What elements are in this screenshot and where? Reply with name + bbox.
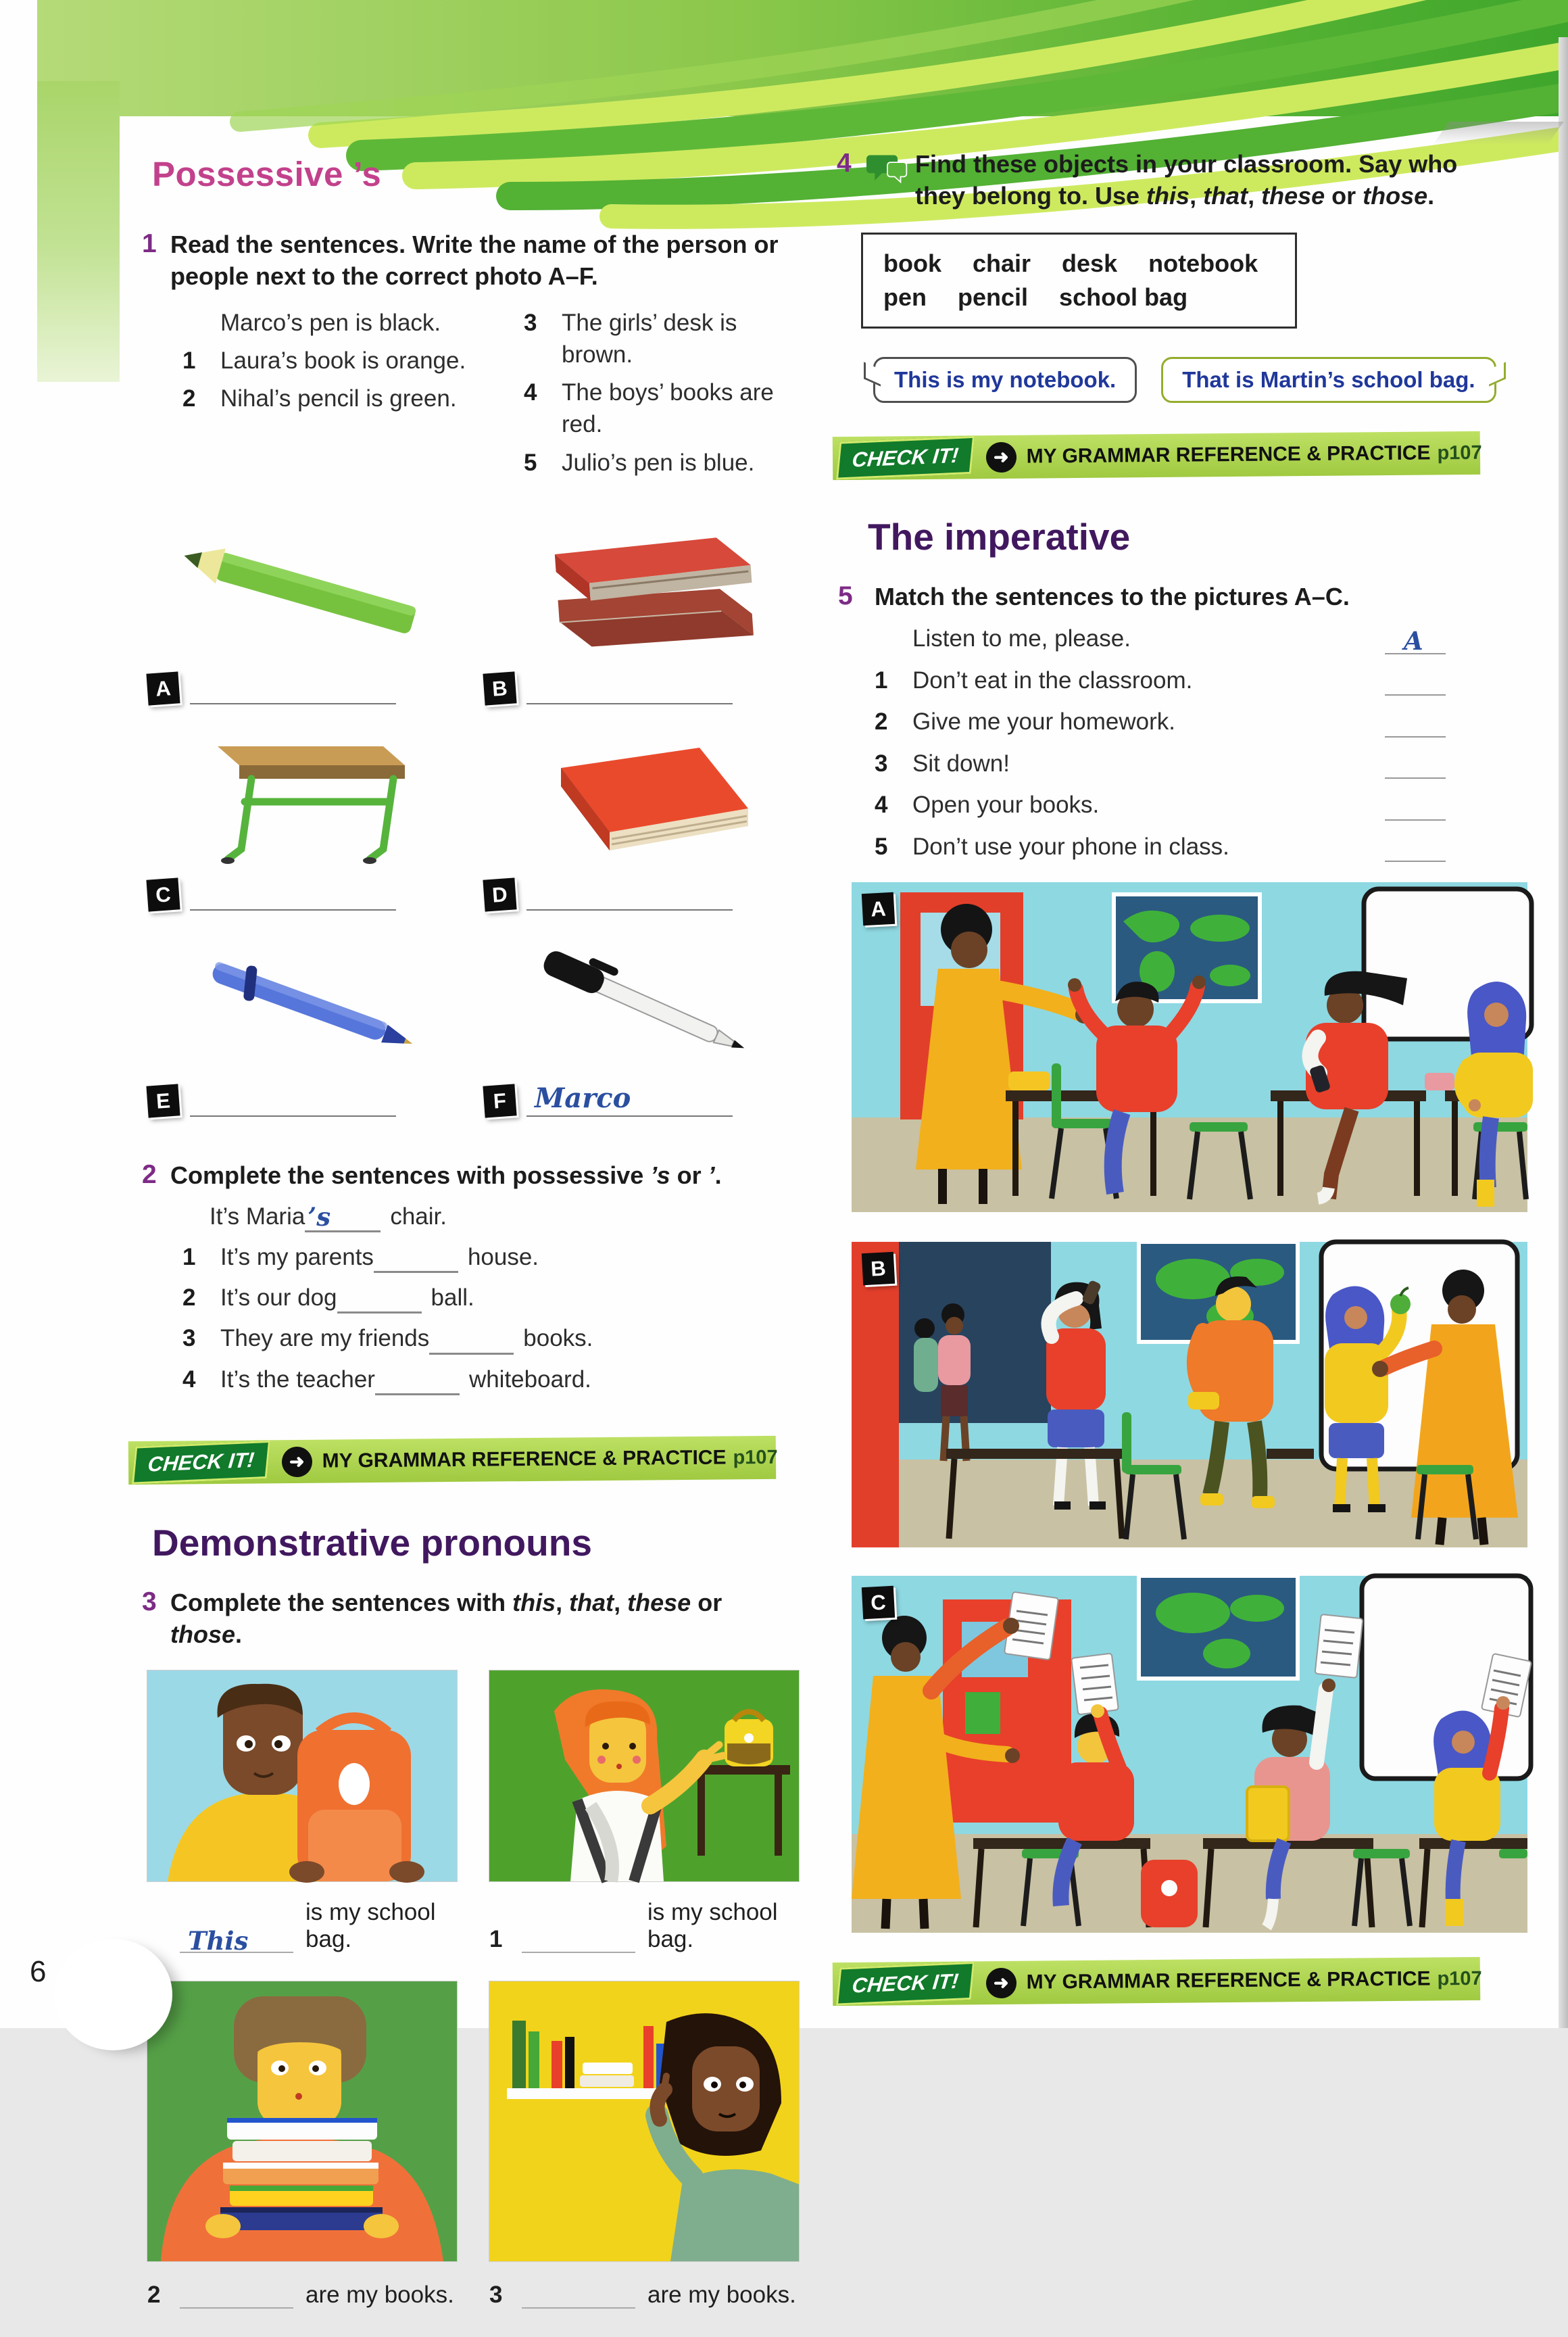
photo-cell-c — [147, 708, 466, 915]
exercise-1-photo-grid — [147, 502, 803, 1121]
caption-number: 2 — [147, 2282, 161, 2309]
example-sentence: Marco’s pen is black. — [220, 309, 441, 336]
item-number: 4 — [182, 1366, 196, 1393]
check-it-badge: CHECK IT! — [836, 435, 975, 479]
item-number: 2 — [875, 708, 888, 736]
exercise-number: 3 — [142, 1587, 157, 1616]
caption-number: 1 — [489, 1926, 503, 1953]
caption-3 — [489, 2279, 799, 2309]
answer-blank[interactable] — [1385, 666, 1446, 696]
item-post: house. — [467, 1243, 539, 1270]
exercise-3-header — [128, 1587, 818, 1651]
answer-blank[interactable] — [1385, 749, 1446, 779]
check-it-banner — [833, 431, 1481, 479]
exercise-4-instruction: Find these objects in your classroom. Say who they belong to. Use this, that, these or those. — [915, 150, 1458, 210]
exercise-2-header — [128, 1160, 818, 1192]
answer-blank[interactable] — [1385, 832, 1446, 862]
page-edge-shadow — [1559, 37, 1568, 2028]
exercise-1-sentences — [182, 301, 818, 485]
blue-pen-photo — [147, 925, 466, 1082]
item-row — [875, 706, 1446, 738]
photo-cell-a — [147, 502, 466, 708]
grammar-reference-link[interactable]: MY GRAMMAR REFERENCE & PRACTICE — [1026, 441, 1431, 468]
answer-blank[interactable] — [522, 1923, 635, 1953]
photo-label-tag: B — [483, 671, 516, 705]
caption-text: is my school bag. — [305, 1899, 436, 1953]
word: book — [883, 249, 941, 277]
caption-text: are my books. — [647, 2282, 796, 2309]
boy-with-school-bag-picture — [147, 1670, 457, 1881]
photo-label-tag: D — [483, 877, 516, 911]
item-text: Don’t use your phone in class. — [912, 833, 1229, 860]
answer-blank[interactable]: This — [180, 1923, 293, 1953]
arrow-icon: ➜ — [986, 1968, 1016, 1998]
answer-blank[interactable] — [522, 2279, 635, 2309]
item-text: Julio’s pen is blue. — [562, 449, 755, 476]
photo-label-tag: E — [146, 1084, 180, 1117]
item-row — [875, 665, 1446, 696]
item-pre: It’s my parents — [220, 1243, 374, 1270]
item-post: books. — [523, 1325, 593, 1352]
exercise-number: 5 — [838, 581, 853, 610]
exercise-2-items — [182, 1201, 818, 1395]
person-holding-books-picture — [147, 1981, 457, 2261]
item-number: 5 — [875, 833, 888, 860]
exercise-5-items — [833, 623, 1549, 862]
exercise-number: 1 — [142, 229, 157, 258]
speech-bubble-2: That is Martin’s school bag. — [1161, 357, 1496, 403]
photo-cell-f — [484, 915, 803, 1121]
arrow-icon: ➜ — [986, 441, 1016, 472]
page-reference: p107 — [1437, 441, 1482, 464]
answer-blank[interactable] — [180, 2279, 293, 2309]
item-text: Sit down! — [912, 750, 1010, 777]
check-it-banner — [128, 1436, 777, 1485]
item-number: 1 — [182, 1243, 196, 1270]
item-text: Laura’s book is orange. — [220, 347, 466, 374]
picture-label-c: C — [862, 1586, 895, 1619]
example-speech-bubbles — [873, 357, 1549, 403]
grammar-reference-link[interactable]: MY GRAMMAR REFERENCE & PRACTICE — [1026, 1967, 1431, 1994]
word: pencil — [958, 283, 1029, 311]
answer-blank[interactable] — [1385, 791, 1446, 821]
item-text: Open your books. — [912, 792, 1100, 819]
item-number: 4 — [875, 792, 888, 819]
example-post: chair. — [390, 1203, 447, 1230]
exercise-5-header — [833, 581, 1549, 613]
section-title-demonstrative: Demonstrative pronouns — [152, 1521, 592, 1564]
exercise-3-instruction: Complete the sentences with this, that, these or those. — [170, 1588, 722, 1648]
speaking-activity-icon — [866, 149, 915, 189]
item-text: Give me your homework. — [912, 708, 1176, 736]
word-box — [861, 233, 1297, 329]
girl-pointing-at-shelf-picture — [489, 1981, 799, 2261]
picture-label-b: B — [862, 1252, 895, 1285]
item-pre: They are my friends — [220, 1325, 430, 1352]
example-row — [875, 623, 1446, 654]
picture-label-a: A — [862, 892, 895, 925]
black-pen-photo — [484, 925, 803, 1082]
exercise-5-instruction: Match the sentences to the pictures A–C. — [875, 582, 1350, 610]
item-post: whiteboard. — [468, 1366, 591, 1393]
section-title-possessive: Possessive ’s — [152, 155, 382, 193]
word: pen — [883, 283, 927, 311]
red-book-photo — [484, 719, 803, 876]
photo-cell-d — [484, 708, 803, 915]
girl-pointing-at-bag-picture — [489, 1670, 799, 1881]
exercise-2-instruction: Complete the sentences with possessive ’s or ’. — [170, 1161, 722, 1189]
photo-cell-e — [147, 915, 466, 1121]
stack-of-red-books-photo — [484, 513, 803, 670]
page-number: 6 — [30, 1955, 47, 1988]
item-post: ball. — [431, 1284, 474, 1311]
left-edge-decoration — [37, 81, 120, 382]
caption-1 — [489, 1899, 799, 1953]
check-it-badge: CHECK IT! — [836, 1962, 975, 2006]
item-number: 5 — [524, 449, 537, 476]
item-text: The girls’ desk is brown. — [562, 309, 737, 368]
answer-blank[interactable]: ’s — [305, 1206, 381, 1232]
classroom-picture-c — [852, 1576, 1527, 1933]
answer-blank[interactable] — [375, 1369, 460, 1395]
item-pre: It’s the teacher — [220, 1366, 375, 1393]
item-number: 2 — [182, 1284, 196, 1311]
word: school bag — [1059, 283, 1188, 311]
item-text: Listen to me, please. — [912, 625, 1131, 652]
photo-label-tag: F — [483, 1084, 516, 1117]
item-number: 3 — [182, 1325, 196, 1352]
page-reference: p107 — [1437, 1967, 1482, 1990]
arrow-icon: ➜ — [282, 1446, 312, 1476]
item-pre: It’s our dog — [220, 1284, 337, 1311]
section-title-imperative: The imperative — [868, 515, 1131, 558]
answer-blank[interactable] — [190, 1087, 396, 1117]
school-desk-photo — [147, 719, 466, 876]
answer-blank[interactable] — [374, 1247, 458, 1273]
check-it-badge: CHECK IT! — [132, 1441, 270, 1485]
exercise-3-picture-grid — [147, 1670, 818, 2337]
top-banner-decoration — [37, 0, 1568, 116]
item-text: Don’t eat in the classroom. — [912, 667, 1193, 694]
answer-blank[interactable]: A — [1385, 625, 1446, 654]
classroom-picture-a — [852, 882, 1527, 1212]
page-curl — [54, 1939, 172, 2050]
word: notebook — [1148, 249, 1258, 277]
item-text: The boys’ books are red. — [562, 379, 774, 438]
caption-number: 3 — [489, 2282, 503, 2309]
item-row — [875, 790, 1446, 821]
photo-label-tag: C — [146, 877, 180, 911]
item-row — [875, 832, 1446, 863]
caption-2 — [147, 2279, 457, 2309]
item-text: Nihal’s pencil is green. — [220, 385, 457, 412]
photo-label-tag: A — [146, 671, 180, 705]
exercise-number: 2 — [142, 1159, 157, 1189]
caption-example — [147, 1899, 457, 1956]
page-reference: p107 — [733, 1446, 778, 1468]
photo-cell-b — [484, 502, 803, 708]
answer-blank[interactable] — [190, 881, 396, 911]
page-curl-shadow-top — [1433, 122, 1564, 145]
answer-blank[interactable]: Marco — [526, 1087, 733, 1117]
item-row — [875, 748, 1446, 779]
example-pre: It’s Maria — [210, 1203, 305, 1230]
word: chair — [973, 249, 1031, 277]
exercise-1-instruction: Read the sentences. Write the name of the person or people next to the correct photo A–F. — [170, 231, 779, 290]
word: desk — [1062, 249, 1118, 277]
exercise-1-header — [128, 229, 818, 293]
grammar-reference-link[interactable]: MY GRAMMAR REFERENCE & PRACTICE — [322, 1446, 727, 1472]
answer-blank[interactable] — [1385, 708, 1446, 738]
answer-blank[interactable] — [526, 881, 733, 911]
item-number: 4 — [524, 379, 537, 406]
item-number: 3 — [875, 750, 888, 777]
item-number: 3 — [524, 309, 537, 336]
answer-blank[interactable] — [429, 1328, 514, 1355]
speech-bubble-1: This is my notebook. — [873, 357, 1137, 403]
exercise-4-header — [833, 149, 1549, 212]
green-pencil-photo — [147, 513, 466, 670]
classroom-picture-b — [852, 1242, 1527, 1547]
check-it-banner — [833, 1957, 1481, 2006]
caption-text: are my books. — [305, 2282, 454, 2309]
answer-blank[interactable] — [337, 1287, 422, 1314]
item-number: 1 — [182, 347, 196, 374]
answer-blank[interactable] — [526, 675, 733, 704]
caption-text: is my school bag. — [647, 1899, 778, 1953]
answer-blank[interactable] — [190, 675, 396, 704]
exercise-number: 4 — [837, 149, 852, 178]
item-number: 1 — [875, 667, 888, 694]
item-number: 2 — [182, 385, 196, 412]
